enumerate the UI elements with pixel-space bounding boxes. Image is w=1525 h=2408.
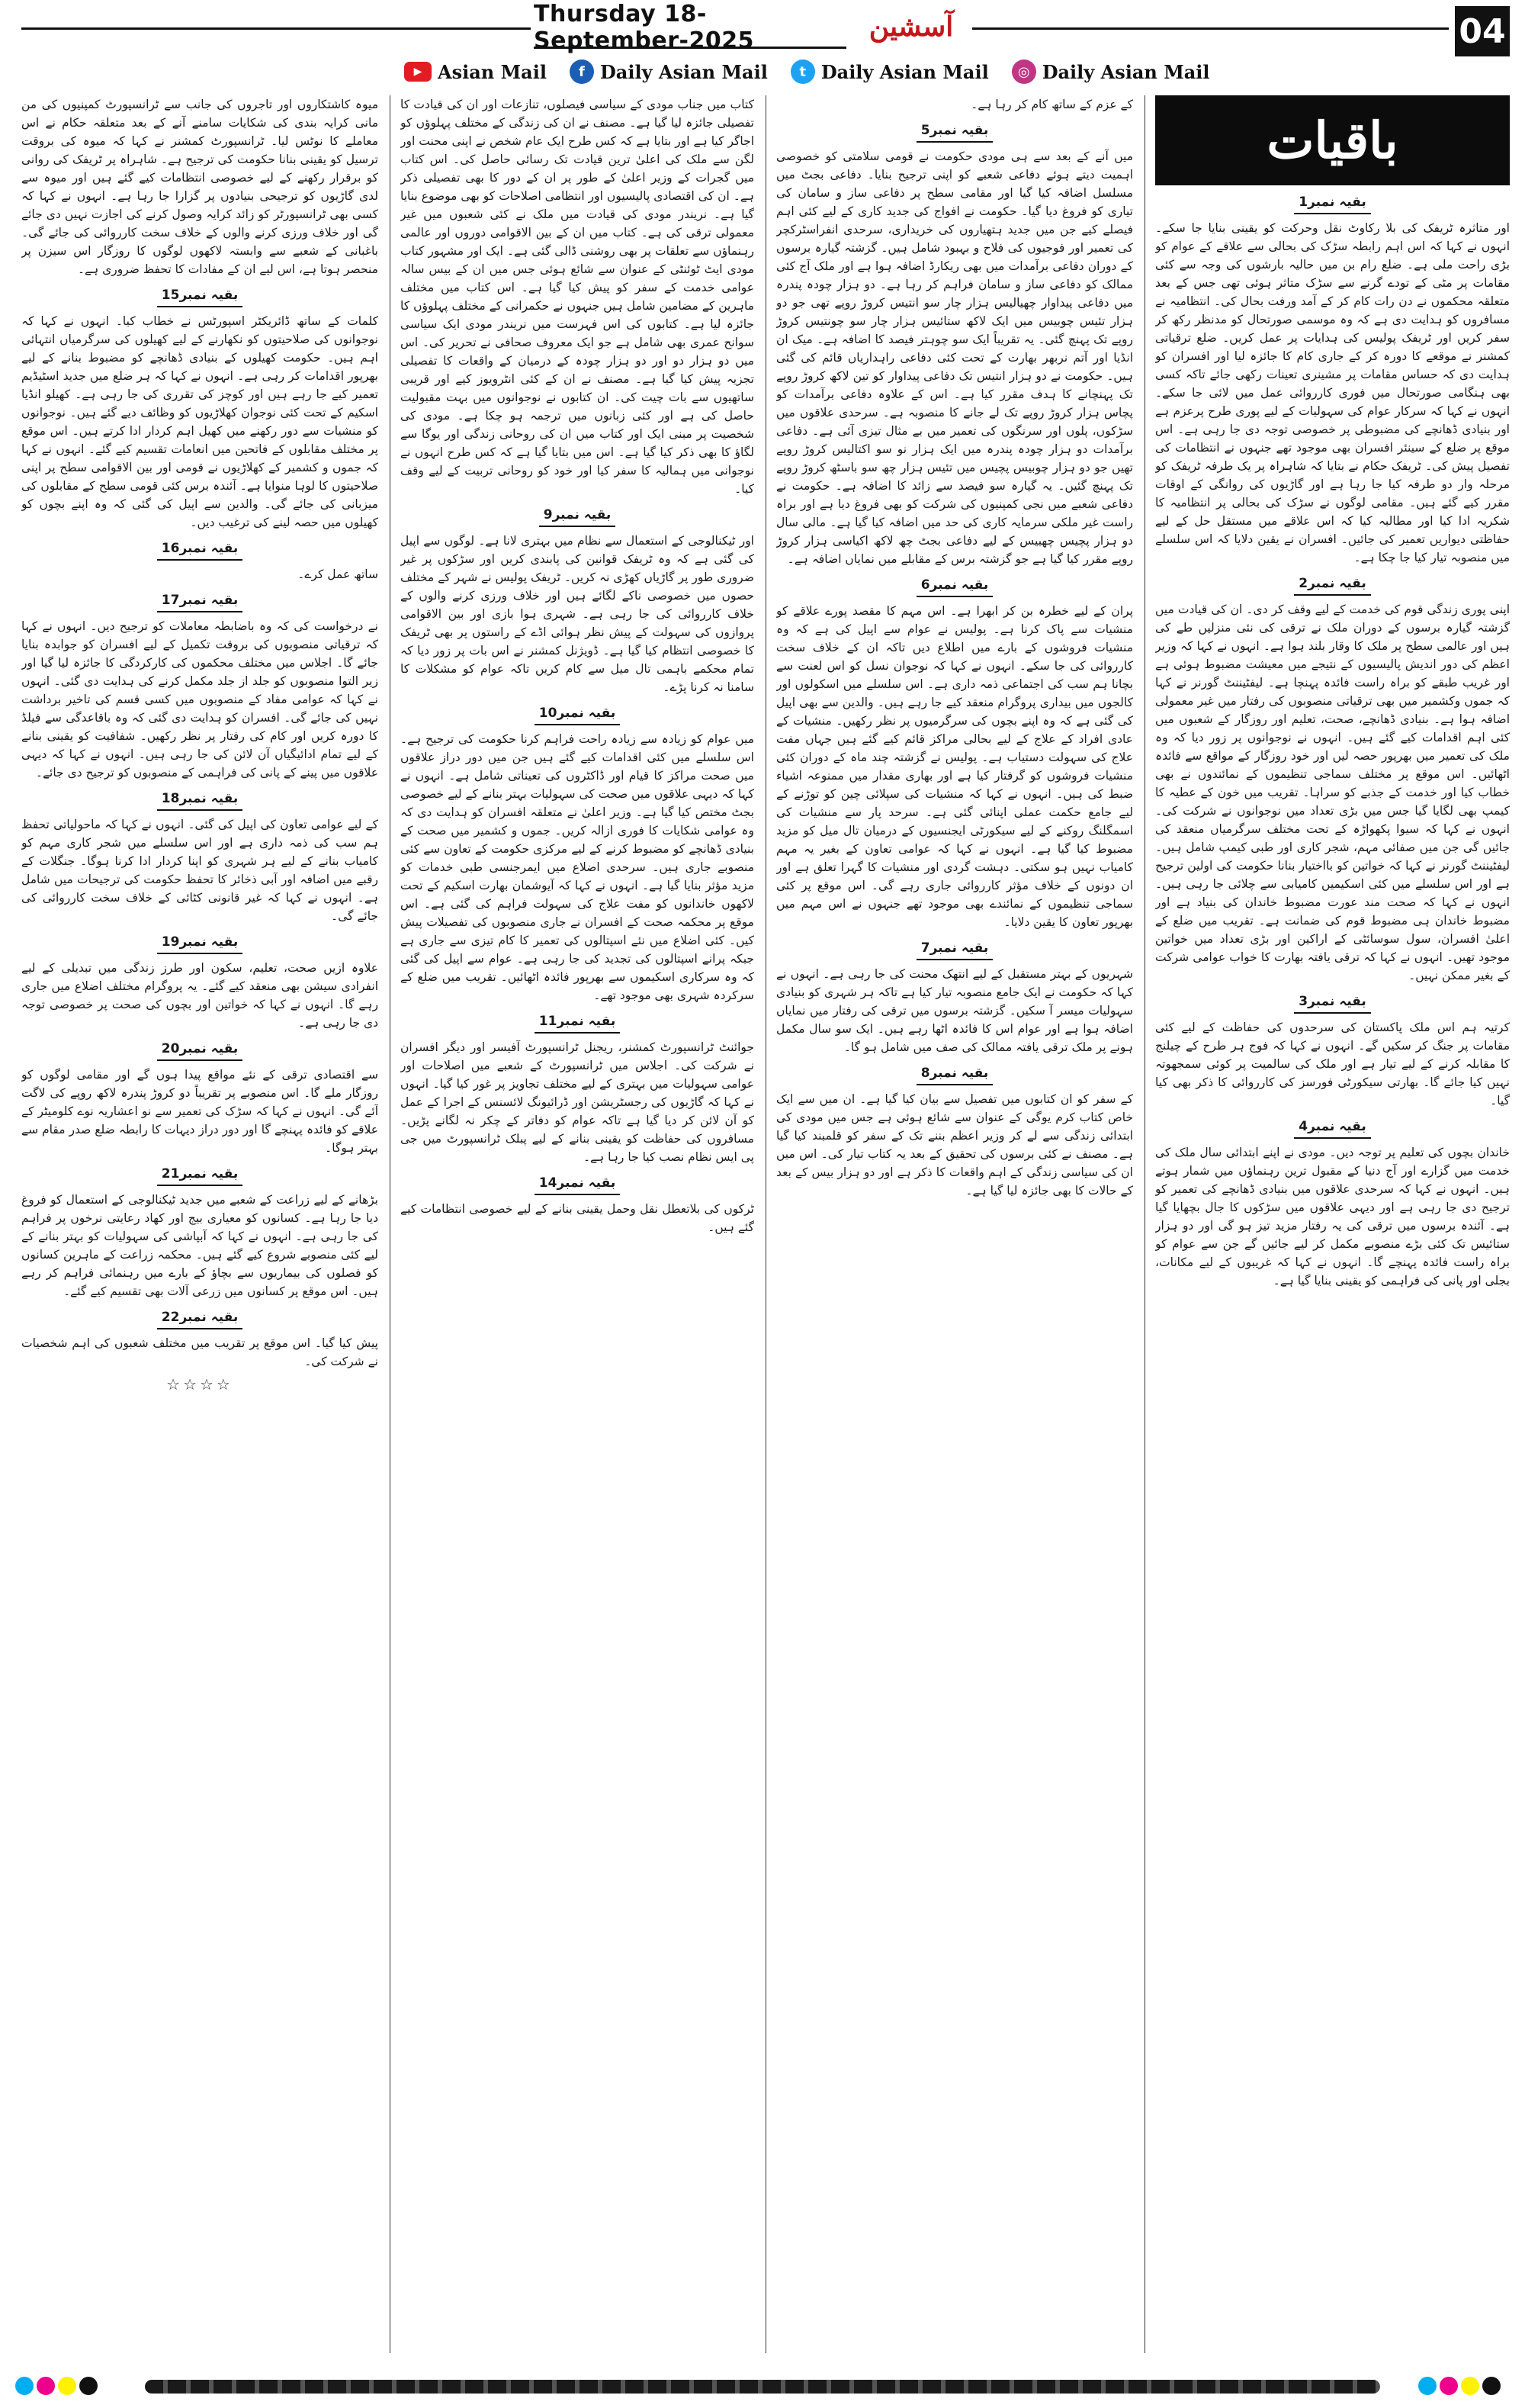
section-title: بقیہ نمبر2	[1294, 574, 1371, 596]
col3-section-1	[400, 506, 754, 696]
section-text: کے عزم کے ساتھ کام کر رہا ہے۔	[971, 98, 1133, 111]
section-title: بقیہ نمبر22	[157, 1308, 242, 1329]
col2-section-1	[776, 121, 1133, 568]
col4-section-2	[21, 539, 378, 584]
col4-section-4	[21, 789, 378, 925]
print-registration-strip	[0, 2372, 1525, 2400]
section-title: بقیہ نمبر14	[535, 1174, 620, 1195]
section-text: پران کے لیے خطرہ بن کر ابھرا ہے۔ اس مہم کا مقصد پورے علاقے کو منشیات سے پاک کرنا ہے۔ پولیس نے عوام سے اپیل کی ہے کہ وہ منشیات فروشوں کے بارے میں اطلاع دیں تاکہ ان کے خلاف سخت کارروائی کی جا سکے۔ انہوں نے کہا کہ نوجوان نسل کو اس لعنت سے بچانا ہم سب کی اجتماعی ذمہ داری ہے۔ اس سلسلے میں اسکولوں اور کالجوں میں بیداری پروگرام منعقد کیے جا رہے ہیں۔ والدین سے بھی اپیل کی گئی ہے کہ وہ اپنے بچوں کی سرگرمیوں پر نظر رکھیں۔ منشیات کے عادی افراد کے علاج کے لیے بحالی مراکز قائم کیے گئے ہیں جہاں مفت علاج کی سہولت دستیاب ہے۔ پولیس نے گزشتہ چند ماہ کے دوران کئی منشیات فروشوں کو گرفتار کیا ہے اور بھاری مقدار میں ممنوعہ اشیاء ضبط کی ہیں۔ انہوں نے کہا کہ منشیات کی سپلائی چین کو توڑنے کے لیے جامع حکمت عملی اپنائی گئی ہے۔ سرحد پار سے منشیات کی اسمگلنگ روکنے کے لیے سیکورٹی ایجنسیوں کے درمیان تال میل کو مزید مضبوط کیا گیا ہے۔ انہوں نے کہا کہ عوامی تعاون کے بغیر یہ مہم کامیاب نہیں ہو سکتی۔ دہشت گردی اور منشیات کا گہرا تعلق ہے اور ان دونوں کے خلاف مؤثر کارروائی جاری رہے گی۔ اس موقع پر کئی سماجی تنظیموں کے نمائندے بھی موجود تھے جنہوں نے اس مہم میں بھرپور تعاون کا یقین دلایا۔	[776, 604, 1133, 929]
section-text: میں عوام کو زیادہ سے زیادہ راحت فراہم کرنا حکومت کی ترجیح ہے۔ اس سلسلے میں کئی اقدامات کیے گئے ہیں جن میں دور دراز علاقوں میں صحت مراکز کا قیام اور ڈاکٹروں کی تعیناتی شامل ہے۔ انہوں نے کہا کہ دیہی علاقوں میں صحت کی سہولیات بہتر بنانے کے لیے خصوصی بجٹ مختص کیا گیا ہے۔ وزیر اعلیٰ نے متعلقہ افسران کو ہدایت دی کہ وہ عوامی شکایات کا فوری ازالہ کریں۔ جموں و کشمیر میں صحت کے بنیادی ڈھانچے کو مضبوط کرنے کے لیے مرکزی حکومت کے تعاون سے کئی منصوبے جاری ہیں۔ سرحدی اضلاع میں ایمرجنسی طبی خدمات کو مزید مؤثر بنایا گیا ہے۔ انہوں نے کہا کہ آیوشمان بھارت اسکیم کے تحت لاکھوں خاندانوں کو مفت علاج کی سہولت فراہم کی گئی ہے۔ اس موقع پر محکمہ صحت کے افسران نے جاری منصوبوں کی تفصیلات پیش کیں۔ کئی اضلاع میں نئے اسپتالوں کی تعمیر کا کام تیزی سے جاری ہے جبکہ پرانے اسپتالوں کی تجدید کی جا رہی ہے۔ عوام سے اپیل کی گئی کہ وہ سرکاری اسکیموں سے بھرپور فائدہ اٹھائیں۔ تقریب میں ضلع کے سرکردہ شہری بھی موجود تھے۔	[400, 732, 754, 1002]
section-text: ساتھ عمل کرے۔	[297, 567, 378, 581]
section-title: بقیہ نمبر7	[917, 939, 994, 960]
column-3	[400, 95, 754, 2353]
section-title: بقیہ نمبر16	[157, 539, 242, 561]
section-text: جوائنٹ ٹرانسپورٹ کمشنر، ریجنل ٹرانسپورٹ آفیسر اور دیگر افسران نے شرکت کی۔ اجلاس میں ٹرانسپورٹ کے شعبے میں اصلاحات اور عوامی سہولیات میں بہتری کے لیے مختلف تجاویز پر غور کیا گیا۔ انہوں نے کہا کہ گاڑیوں کی رجسٹریشن اور ڈرائیونگ لائسنس کے اجرا کے عمل کو آن لائن کر دیا گیا ہے تاکہ عوام کو دفاتر کے چکر نہ لگانے پڑیں۔ مسافروں کی حفاظت کو یقینی بنانے کے لیے پبلک ٹرانسپورٹ میں جی پی ایس نظام نصب کیا جا رہا ہے۔	[400, 1040, 754, 1164]
col4-section-8	[21, 1308, 378, 1371]
section-title: بقیہ نمبر15	[157, 286, 242, 307]
issue-date-text: Thursday 18-September-2025	[534, 0, 754, 54]
section-title: بقیہ نمبر18	[157, 789, 242, 811]
baqiyat-banner: باقیات	[1155, 95, 1510, 185]
social-instagram[interactable]	[1012, 59, 1210, 84]
social-facebook-label: Daily Asian Mail	[599, 60, 768, 83]
section-text: کرتیہ ہم اس ملک پاکستان کی سرحدوں کی حفاظت کے لیے کئی مقامات پر جنگ کر سکیں گے۔ انہوں نے کہا کہ فوج ہر طرح کے چیلنج کا مقابلہ کرنے کے لیے تیار ہے اور ملک کی سالمیت پر کوئی سمجھوتہ نہیں کیا جائے گا۔ بھارتی سیکورٹی فورسز کی کارروائی کا ذکر بھی کیا گیا۔	[1155, 1021, 1510, 1108]
social-twitter-label: Daily Asian Mail	[820, 60, 989, 83]
end-stars: ☆☆☆☆	[166, 1375, 233, 1394]
section-text: علاوہ ازیں صحت، تعلیم، سکون اور طرز زندگی میں تبدیلی کے لیے انفرادی سیشن بھی منعقد کیے گئے۔ یہ پروگرام مختلف اضلاع میں جاری رہے گا۔ انہوں نے کہا کہ خواتین اور بچوں کی صحت پر خصوصی توجہ دی جا رہی ہے۔	[21, 961, 378, 1030]
section-text: اور ٹیکنالوجی کے استعمال سے نظام میں بہتری لانا ہے۔ لوگوں سے اپیل کی گئی ہے کہ وہ ٹریفک قوانین کی پابندی کریں اور سڑکوں پر غیر ضروری طور پر گاڑیاں کھڑی نہ کریں۔ ٹریفک پولیس نے شہر کے مختلف حصوں میں خصوصی ناکے لگائے ہیں اور خلاف ورزی کرنے والوں کے خلاف کارروائی کی جا رہی ہے۔ شہری ہوا بازی اور بین الاقوامی پروازوں کی سہولت کے پیش نظر ہوائی اڈے کے راستوں پر بھی ٹریفک کا خصوصی انتظام کیا گیا ہے۔ ڈویژنل کمشنر نے اس بات پر زور دیا کہ تمام محکمے باہمی تال میل سے کام کریں تاکہ عوام کو مشکلات کا سامنا نہ کرنا پڑے۔	[400, 534, 754, 694]
issue-date	[534, 0, 846, 54]
section-text: سے اقتصادی ترقی کے نئے مواقع پیدا ہوں گے اور مقامی لوگوں کو روزگار ملے گا۔ اس منصوبے پر تقریباً دو کروڑ پندرہ لاکھ روپے کی لاگت آئے گی۔ انہوں نے کہا کہ سڑک کی تعمیر سے نو اعشاریہ نوے کلومیٹر کے علاقے کو فائدہ پہنچے گا اور دور دراز دیہات کا رابطہ ضلع صدر مقام سے بہتر ہوگا۔	[21, 1068, 378, 1155]
section-title: بقیہ نمبر10	[535, 704, 620, 725]
col2-section-3	[776, 939, 1133, 1056]
section-title: بقیہ نمبر19	[157, 933, 242, 954]
col4-section-6	[21, 1040, 378, 1157]
social-youtube[interactable]	[404, 61, 547, 83]
cmyk-marks-right	[1418, 2377, 1501, 2395]
col4-section-7	[21, 1165, 378, 1300]
col3-section-2	[400, 704, 754, 1005]
newspaper-logo: آسشین	[868, 11, 954, 43]
section-title: بقیہ نمبر5	[917, 121, 994, 143]
masthead-rule-right	[972, 27, 1449, 30]
section-text: شہریوں کے بہتر مستقبل کے لیے انتھک محنت کی جا رہی ہے۔ انہوں نے کہا کہ حکومت نے ایک جامع منصوبہ تیار کیا ہے تاکہ ہر شہری کو بنیادی سہولیات میسر آ سکیں۔ گزشتہ برسوں میں ترقی کی رفتار میں نمایاں اضافہ ہوا ہے اور عوام اس کا فائدہ اٹھا رہے ہیں۔ ایک سو سال مکمل ہونے پر ملک ترقی یافتہ ممالک کی صف میں شامل ہو گا۔	[776, 967, 1133, 1054]
column-1	[1155, 95, 1510, 2353]
section-text: نے درخواست کی کہ وہ باضابطہ معاملات کو ترجیح دیں۔ انہوں نے کہا کہ ترقیاتی منصوبوں کی بروقت تکمیل کے لیے افسران کو جوابدہ بنایا جائے گا۔ اجلاس میں مختلف محکموں کی کارکردگی کا جائزہ لیا گیا اور زیر التوا منصوبوں کو جلد از جلد مکمل کرنے کی ہدایت دی گئی۔ انہوں نے کہا کہ عوامی مفاد کے منصوبوں میں کسی قسم کی تاخیر برداشت نہیں کی جائے گی۔ افسران کو ہدایت دی گئی کہ وہ باقاعدگی سے فیلڈ کا دورہ کریں اور کام کی رفتار پر نظر رکھیں۔ شفافیت کو یقینی بنانے کے لیے تمام ادائیگیاں آن لائن کی جا رہی ہیں۔ انہوں نے کہا کہ دیہی علاقوں میں پینے کے پانی کی فراہمی کے منصوبوں کو ترجیح دی جائے۔	[21, 619, 378, 780]
section-title: بقیہ نمبر21	[157, 1165, 242, 1186]
social-twitter[interactable]	[791, 59, 989, 84]
page-body	[21, 95, 1510, 2353]
section-text: کے سفر کو ان کتابوں میں تفصیل سے بیان کیا گیا ہے۔ ان میں سے ایک خاص کتاب کرم یوگی کے عنوان سے شائع ہوئی ہے جس میں مودی کی ابتدائی زندگی سے لے کر وزیر اعظم بننے تک کے سفر کو قلمبند کیا گیا ہے۔ مصنف نے کئی برسوں کی تحقیق کے بعد یہ کتاب تیار کی۔ اس میں ان کی سیاسی زندگی کے اہم واقعات کا ذکر ہے اور دو ہزار بیس کے بعد کے حالات کا بھی جائزہ لیا گیا ہے۔	[776, 1092, 1133, 1198]
section-title: بقیہ نمبر17	[157, 591, 242, 612]
col4-section-5	[21, 933, 378, 1032]
col2-section-2	[776, 576, 1133, 931]
section-title: بقیہ نمبر9	[539, 506, 616, 527]
facebook-icon: f	[570, 59, 594, 84]
section-text: پیش کیا گیا۔ اس موقع پر تقریب میں مختلف شعبوں کی اہم شخصیات نے شرکت کی۔	[21, 1336, 378, 1368]
section-text: بڑھانے کے لیے زراعت کے شعبے میں جدید ٹیکنالوجی کے استعمال کو فروغ دیا جا رہا ہے۔ کسانوں کو معیاری بیج اور کھاد رعایتی نرخوں پر فراہم کی جا رہی ہے۔ انہوں نے کہا کہ آبپاشی کی سہولیات کو بہتر بنانے کے لیے کئی منصوبے شروع کیے گئے ہیں۔ محکمہ زراعت کے ماہرین کسانوں کو فصلوں کی بیماریوں سے بچاؤ کے بارے میں رہنمائی فراہم کر رہے ہیں۔ اس موقع پر کسانوں میں زرعی آلات بھی تقسیم کیے گئے۔	[21, 1193, 378, 1298]
section-text: اور متاثرہ ٹریفک کی بلا رکاوٹ نقل وحرکت کو یقینی بنایا جا سکے۔ انہوں نے کہا کہ اس اہم رابطہ سڑک کی بحالی سے علاقے کے عوام کو بڑی راحت ملی ہے۔ ضلع رام بن میں حالیہ بارشوں کی وجہ سے کئی مقامات پر مٹی کے تودے گرنے سے سڑک متاثر ہوئی تھی جس کے بعد متعلقہ محکموں نے دن رات کام کر کے آمد ورفت بحال کی۔ انتظامیہ نے مسافروں کو ہدایت دی ہے کہ وہ موسمی صورتحال کو مدنظر رکھ کر سفر کریں اور ٹریفک پولیس کی ہدایات پر عمل کریں۔ ضلع ترقیاتی کمشنر نے موقعے کا دورہ کر کے جاری کام کا جائزہ لیا اور افسران کو ہدایت دی کہ حساس مقامات پر مشینری تعینات رکھی جائے تاکہ کسی بھی ہنگامی صورتحال میں فوری کارروائی عمل میں لائی جا سکے۔ انہوں نے کہا کہ سرکار عوام کی سہولیات کے لیے پوری طرح پرعزم ہے اور بنیادی ڈھانچے کی مضبوطی پر خصوصی توجہ دی جا رہی ہے۔ اس موقع پر ضلع کے سینئر افسران بھی موجود تھے جنہوں نے انتظامات کی تفصیل پیش کی۔ ٹریفک حکام نے بتایا کہ شاہراہ پر یک طرفہ ٹریفک کو مرحلہ وار دو طرفہ کیا جا رہا ہے اور گاڑیوں کی روانگی کے اوقات مقرر کیے گئے ہیں۔ مقامی لوگوں نے سڑک کی بحالی پر انتظامیہ کا شکریہ ادا کیا اور مطالبہ کیا کہ اس علاقے میں مستقل حل کے لیے حفاظتی دیواریں تعمیر کی جائیں۔ افسران نے یقین دلایا کہ اس سلسلے میں منصوبہ تیار کیا جا چکا ہے۔	[1155, 221, 1510, 564]
section-text: اپنی پوری زندگی قوم کی خدمت کے لیے وقف کر دی۔ ان کی قیادت میں گزشتہ گیارہ برسوں کے دوران ملک نے ترقی کی نئی منزلیں طے کی ہیں اور عالمی سطح پر ملک کا وقار بلند ہوا ہے۔ انہوں نے کہا کہ وزیر اعظم کی دور اندیش پالیسیوں کے نتیجے میں معیشت مضبوط ہوئی ہے اور غریب طبقے کو براہ راست فائدہ پہنچا ہے۔ لیفٹیننٹ گورنر نے کہا کہ جموں وکشمیر میں بھی ترقیاتی منصوبوں کی رفتار میں غیر معمولی اضافہ ہوا ہے۔ بنیادی ڈھانچے، صحت، تعلیم اور روزگار کے شعبوں میں کئی اہم اقدامات کیے گئے ہیں۔ انہوں نے نوجوانوں پر زور دیا کہ وہ ملک کی تعمیر میں بھرپور حصہ لیں اور خود روزگار کے مواقع سے فائدہ اٹھائیں۔ اس موقع پر مختلف سماجی تنظیموں کے نمائندوں نے بھی خطاب کیا اور خدمت کے جذبے کو سراہا۔ تقریب میں خون کے عطیہ کا کیمپ بھی لگایا گیا جس میں بڑی تعداد میں نوجوانوں نے شرکت کی۔ انہوں نے کہا کہ سیوا پکھواڑہ کے تحت مختلف سرگرمیاں منعقد کی جائیں گی جن میں صفائی مہم، شجر کاری اور طبی کیمپ شامل ہیں۔ لیفٹیننٹ گورنر نے کہا کہ خواتین کو بااختیار بنانا حکومت کی اولین ترجیح ہے اور اس سلسلے میں کئی اسکیمیں کامیابی سے چلائی جا رہی ہیں۔ انہوں نے کہا کہ صحت مند عورت مضبوط خاندان کی بنیاد ہے اور مضبوط خاندان ہی مضبوط قوم کی ضمانت ہے۔ تقریب میں ضلع کے اعلیٰ افسران، سول سوسائٹی کے اراکین اور بڑی تعداد میں خواتین موجود تھیں۔ انہوں نے کہا کہ ترقی یافتہ بھارت کا خواب عوامی شرکت کے بغیر ممکن نہیں۔	[1155, 603, 1510, 982]
instagram-icon: ◎	[1012, 59, 1036, 84]
col3-section-0	[400, 95, 754, 498]
section-text: کتاب میں جناب مودی کے سیاسی فیصلوں، تنازعات اور ان کی قیادت کا تفصیلی جائزہ لیا گیا ہے۔ مصنف نے ان کی زندگی کے مختلف پہلوؤں کو اجاگر کیا ہے اور بتایا ہے کہ کس طرح ایک عام شخص نے اپنی محنت اور لگن سے ملک کی اعلیٰ ترین قیادت تک رسائی حاصل کی۔ اس کتاب میں گجرات کے وزیر اعلیٰ کے طور پر ان کے دور کا بھی تفصیلی ذکر ہے۔ ان کی اقتصادی پالیسیوں اور انتظامی اصلاحات کو بھی موضوع بنایا گیا ہے۔ نریندر مودی کی قیادت میں ملک نے کئی شعبوں میں غیر معمولی ترقی کی ہے۔ کتاب میں ان کے بین الاقوامی دوروں اور عالمی رہنماؤں سے تعلقات پر بھی روشنی ڈالی گئی ہے۔ ایک اور مشہور کتاب مودی ایٹ ٹوئنٹی کے عنوان سے شائع ہوئی جس میں ان کے بیس سالہ عوامی خدمت کے سفر کو پیش کیا گیا ہے۔ اس کتاب میں مختلف ماہرین کے مضامین شامل ہیں جنہوں نے حکمرانی کے مختلف پہلوؤں کا جائزہ لیا ہے۔ کتابوں کی اس فہرست میں نریندر مودی ایک سیاسی سوانح عمری بھی شامل ہے جو ایک معروف صحافی نے تحریر کی۔ اس میں دو ہزار دو اور دو ہزار چودہ کے درمیان کے واقعات کا تفصیلی تجزیہ پیش کیا گیا ہے۔ مصنف نے ان کے کئی انٹرویوز کیے اور قریبی ساتھیوں سے بات چیت کی۔ ان کتابوں نے نوجوانوں میں بہت مقبولیت حاصل کی ہے اور کئی زبانوں میں ترجمہ ہو چکا ہے۔ مودی کی شخصیت پر مبنی ایک اور کتاب میں ان کی روحانی زندگی اور یوگا سے لگاؤ کا بھی ذکر کیا گیا ہے۔ اس میں بتایا گیا ہے کہ کس طرح انہوں نے نوجوانی میں ہمالیہ کا سفر کیا اور خود کو روحانی تربیت کے لیے وقف کیا۔	[400, 98, 754, 496]
social-youtube-label: Asian Mail	[438, 60, 547, 83]
twitter-icon: t	[791, 59, 815, 84]
section-text: میں آنے کے بعد سے ہی مودی حکومت نے قومی سلامتی کو خصوصی اہمیت دیتے ہوئے دفاعی شعبے کو اپنی ترجیح بنایا۔ دفاعی بجٹ میں مسلسل اضافہ کیا گیا اور مقامی سطح پر دفاعی ساز و سامان کی تیاری کو فروغ دیا گیا۔ حکومت نے افواج کی جدید کاری کے لیے کئی اہم فیصلے کیے جن میں جدید ہتھیاروں کی خریداری، سرحدی انفراسٹرکچر کی تعمیر اور فوجیوں کی فلاح و بہبود شامل ہیں۔ گزشتہ گیارہ برسوں کے دوران دفاعی برآمدات میں بھی ریکارڈ اضافہ ہوا ہے اور ملک آج کئی ممالک کو دفاعی ساز و سامان فراہم کر رہا ہے۔ دو ہزار چودہ پندرہ میں دفاعی پیداوار چھیالیس ہزار چار سو انتیس کروڑ روپے تھی جو دو ہزار تئیس چوبیس میں ایک لاکھ ستائیس ہزار چار سو چونتیس کروڑ روپے تک پہنچ گئی۔ یہ تقریباً ایک سو چوہتر فیصد کا اضافہ ہے۔ میک ان انڈیا اور آتم نربھر بھارت کے تحت کئی دفاعی راہداریاں قائم کی گئی ہیں۔ حکومت نے دو ہزار انتیس تک دفاعی پیداوار کو تین لاکھ کروڑ روپے تک پہنچانے کا ہدف مقرر کیا ہے۔ اس کے علاوہ دفاعی برآمدات کو پچاس ہزار کروڑ روپے تک لے جانے کا منصوبہ ہے۔ سرحدی علاقوں میں سڑکوں، پلوں اور سرنگوں کی تعمیر میں بے مثال تیزی آئی ہے۔ دفاعی برآمدات دو ہزار چودہ پندرہ میں ایک ہزار نو سو اکتالیس کروڑ روپے تھیں جو دو ہزار چوبیس پچیس میں تئیس ہزار چھ سو باسٹھ کروڑ روپے تک پہنچ گئیں۔ یہ گیارہ سو فیصد سے زائد کا اضافہ ہے۔ حکومت نے دفاعی شعبے میں نجی کمپنیوں کی شرکت کو بھی فروغ دیا ہے اور براہ راست غیر ملکی سرمایہ کاری کی حد میں اضافہ کیا گیا ہے۔ مالی سال دو ہزار پچیس چھبیس کے لیے دفاعی بجٹ چھ لاکھ اکیاسی ہزار کروڑ روپے مقرر کیا گیا ہے جو گزشتہ برس کے مقابلے میں نمایاں اضافہ ہے۔	[776, 149, 1133, 566]
social-instagram-label: Daily Asian Mail	[1042, 60, 1210, 83]
section-title: بقیہ نمبر4	[1294, 1117, 1371, 1139]
col4-section-1	[21, 286, 378, 532]
col4-section-3	[21, 591, 378, 782]
column-4	[21, 95, 378, 2353]
section-text: میوہ کاشتکاروں اور تاجروں کی جانب سے ٹرانسپورٹ کمپنیوں کی من مانی کرایہ بندی کی شکایات سامنے آنے کے بعد متعلقہ حکام نے اس معاملے کا نوٹس لیا۔ ٹرانسپورٹ کمشنر نے کہا کہ میوہ کی بروقت ترسیل کو یقینی بنانا حکومت کی ترجیح ہے۔ شاہراہ پر ٹریفک کی روانی کو برقرار رکھنے کے لیے خصوصی انتظامات کیے گئے ہیں اور میوہ سے لدی گاڑیوں کو ترجیحی بنیادوں پر گزارا جا رہا ہے۔ انہوں نے کہا کہ کسی بھی ٹرانسپورٹر کو زائد کرایہ وصول کرنے کی اجازت نہیں دی جائے گی اور خلاف ورزی کرنے والوں کے خلاف سخت کارروائی کی جائے گی۔ باغبانی کے شعبے سے وابستہ لاکھوں لوگوں کا روزگار اس سیزن پر منحصر ہوتا ہے، اس لیے ان کے مفادات کا تحفظ ضروری ہے۔	[21, 98, 378, 276]
col1-section-1	[1155, 574, 1510, 985]
masthead	[0, 0, 1525, 92]
registration-bar	[145, 2380, 1380, 2394]
column-2	[776, 95, 1133, 2353]
section-title: بقیہ نمبر1	[1294, 193, 1371, 214]
col1-section-0	[1155, 193, 1510, 567]
section-title: بقیہ نمبر8	[917, 1064, 994, 1085]
section-text: کلمات کے ساتھ ڈائریکٹر اسپورٹس نے خطاب کیا۔ انہوں نے کہا کہ نوجوانوں کی صلاحیتوں کو نکھارنے کے لیے کھیلوں کی سرگرمیاں انتہائی اہم ہیں۔ حکومت کھیلوں کے بنیادی ڈھانچے کو مضبوط بنانے کے لیے بھرپور اقدامات کر رہی ہے۔ انہوں نے کہا کہ ہر ضلع میں جدید اسٹیڈیم تعمیر کیے جا رہے ہیں اور کوچز کی تقرری کی جا رہی ہے۔ کھیلو انڈیا اسکیم کے تحت کئی نوجوان کھلاڑیوں کو وظائف دیے گئے ہیں۔ نوجوانوں کو منشیات سے دور رکھنے میں کھیل اہم کردار ادا کرتے ہیں۔ اس موقع پر مختلف مقابلوں کے فاتحین میں انعامات تقسیم کیے گئے۔ انہوں نے کہا کہ جموں و کشمیر کے کھلاڑیوں نے قومی اور بین الاقوامی سطح پر اپنی صلاحیتوں کا لوہا منوایا ہے۔ آئندہ برس کئی قومی سطح کے مقابلوں کی میزبانی کی جائے گی۔ والدین سے اپیل کی گئی کہ وہ اپنے بچوں کو کھیلوں میں حصہ لینے کی ترغیب دیں۔	[21, 314, 378, 529]
social-bar	[404, 56, 1210, 87]
cmyk-marks-left	[15, 2377, 98, 2395]
col1-section-3	[1155, 1117, 1510, 1290]
page-number: 04	[1455, 6, 1510, 56]
section-text: ٹرکوں کی بلاتعطل نقل وحمل یقینی بنانے کے لیے خصوصی انتظامات کیے گئے ہیں۔	[400, 1202, 754, 1234]
col4-section-0	[21, 95, 378, 278]
section-title: بقیہ نمبر11	[535, 1012, 620, 1034]
section-title: بقیہ نمبر3	[1294, 992, 1371, 1014]
col2-section-0	[776, 95, 1133, 114]
col2-section-4	[776, 1064, 1133, 1200]
social-facebook[interactable]	[570, 59, 768, 84]
col3-section-3	[400, 1012, 754, 1166]
section-text: خاندان بچوں کی تعلیم پر توجہ دیں۔ مودی نے اپنے ابتدائی سال ملک کی خدمت میں گزارے اور آج دنیا کے مقبول ترین رہنماؤں میں شمار ہوتے ہیں۔ انہوں نے کہا کہ سرحدی علاقوں میں بنیادی ڈھانچے کی تعمیر کو ترجیح دی جا رہی ہے اور دیہی علاقوں میں سڑکوں کا جال بچھایا گیا ہے۔ آئندہ برسوں میں ترقی کی یہ رفتار مزید تیز ہو گی اور دو ہزار ستائیس تک کئی بڑے منصوبے مکمل کر لیے جائیں گے جن سے عوام کو براہ راست فائدہ پہنچے گا۔ انہوں نے کہا کہ غریبوں کے لیے مکانات، بجلی اور پانی کی فراہمی کو یقینی بنایا گیا ہے۔	[1155, 1146, 1510, 1288]
col1-section-2	[1155, 992, 1510, 1110]
section-title: بقیہ نمبر6	[917, 576, 994, 597]
col3-section-4	[400, 1174, 754, 1236]
masthead-rule-left	[21, 27, 531, 30]
youtube-icon: ▶	[404, 62, 432, 82]
section-title: بقیہ نمبر20	[157, 1040, 242, 1061]
section-text: کے لیے عوامی تعاون کی اپیل کی گئی۔ انہوں نے کہا کہ ماحولیاتی تحفظ ہم سب کی ذمہ داری ہے اور اس سلسلے میں شجر کاری مہم کو کامیاب بنانے کے لیے ہر شہری کو اپنا کردار ادا کرنا ہوگا۔ جنگلات کے رقبے میں اضافہ اور آبی ذخائر کا تحفظ حکومت کی ترجیحات میں شامل ہے۔ انہوں نے کہا کہ غیر قانونی کٹائی کے خلاف سخت کارروائی کی جائے گی۔	[21, 818, 378, 923]
